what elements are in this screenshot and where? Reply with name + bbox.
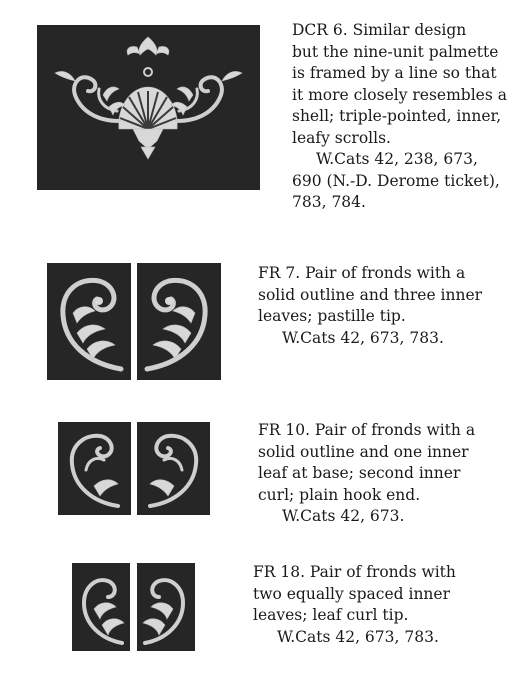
dcr6-line-1: DCR 6. Similar design [292,21,467,39]
fr18-cats-line-1: W.Cats 42, 673, 783. [277,627,439,646]
fr10-left-frond-image [58,422,131,515]
fr18-description [253,562,528,648]
fr18-left-frond-image [72,563,130,651]
fr7-right-frond-image [137,263,221,380]
palmette-shell-ornament-icon [37,25,260,190]
fr10-line-4: curl; plain hook end. [258,485,421,504]
frond-curl-right-icon [137,563,195,651]
fr10-cats-line-1: W.Cats 42, 673. [282,507,405,525]
frond-hook-left-icon [58,422,131,515]
fr7-description [258,263,528,349]
frond-left-icon [47,263,131,380]
frond-hook-right-icon [137,422,210,515]
fr18-right-frond-image [137,563,195,651]
fr7-line-2: solid outline and three inner [258,285,483,304]
dcr6-cats-line-3: 783, 784. [292,193,366,211]
dcr6-cats-line-2: 690 (N.-D. Derome ticket), [292,171,500,190]
fr18-line-2: two equally spaced inner [253,584,450,603]
dcr6-line-2: but the nine-unit palmette [292,42,499,61]
fr18-line-1: FR 18. Pair of fronds with [253,563,456,581]
dcr6-line-3: is framed by a line so that [292,64,497,82]
frond-right-icon [137,263,221,380]
dcr6-description [292,20,528,214]
dcr6-line-5: shell; triple-pointed, inner, [292,107,502,125]
dcr6-cats-line-1: W.Cats 42, 238, 673, [316,150,478,168]
frond-curl-left-icon [72,563,130,651]
fr7-line-1: FR 7. Pair of fronds with a [258,264,466,282]
fr10-line-3: leaf at base; second inner [258,464,461,482]
fr10-line-2: solid outline and one inner [258,442,469,461]
fr18-line-3: leaves; leaf curl tip. [253,606,409,624]
fr10-line-1: FR 10. Pair of fronds with a [258,421,476,439]
fr7-line-3: leaves; pastille tip. [258,307,406,325]
dcr6-line-6: leafy scrolls. [292,128,391,147]
fr10-right-frond-image [137,422,210,515]
dcr6-line-4: it more closely resembles a [292,85,507,104]
fr7-cats-line-1: W.Cats 42, 673, 783. [282,328,444,347]
fr7-left-frond-image [47,263,131,380]
fr10-description [258,420,528,528]
dcr6-ornament-image [37,25,260,190]
